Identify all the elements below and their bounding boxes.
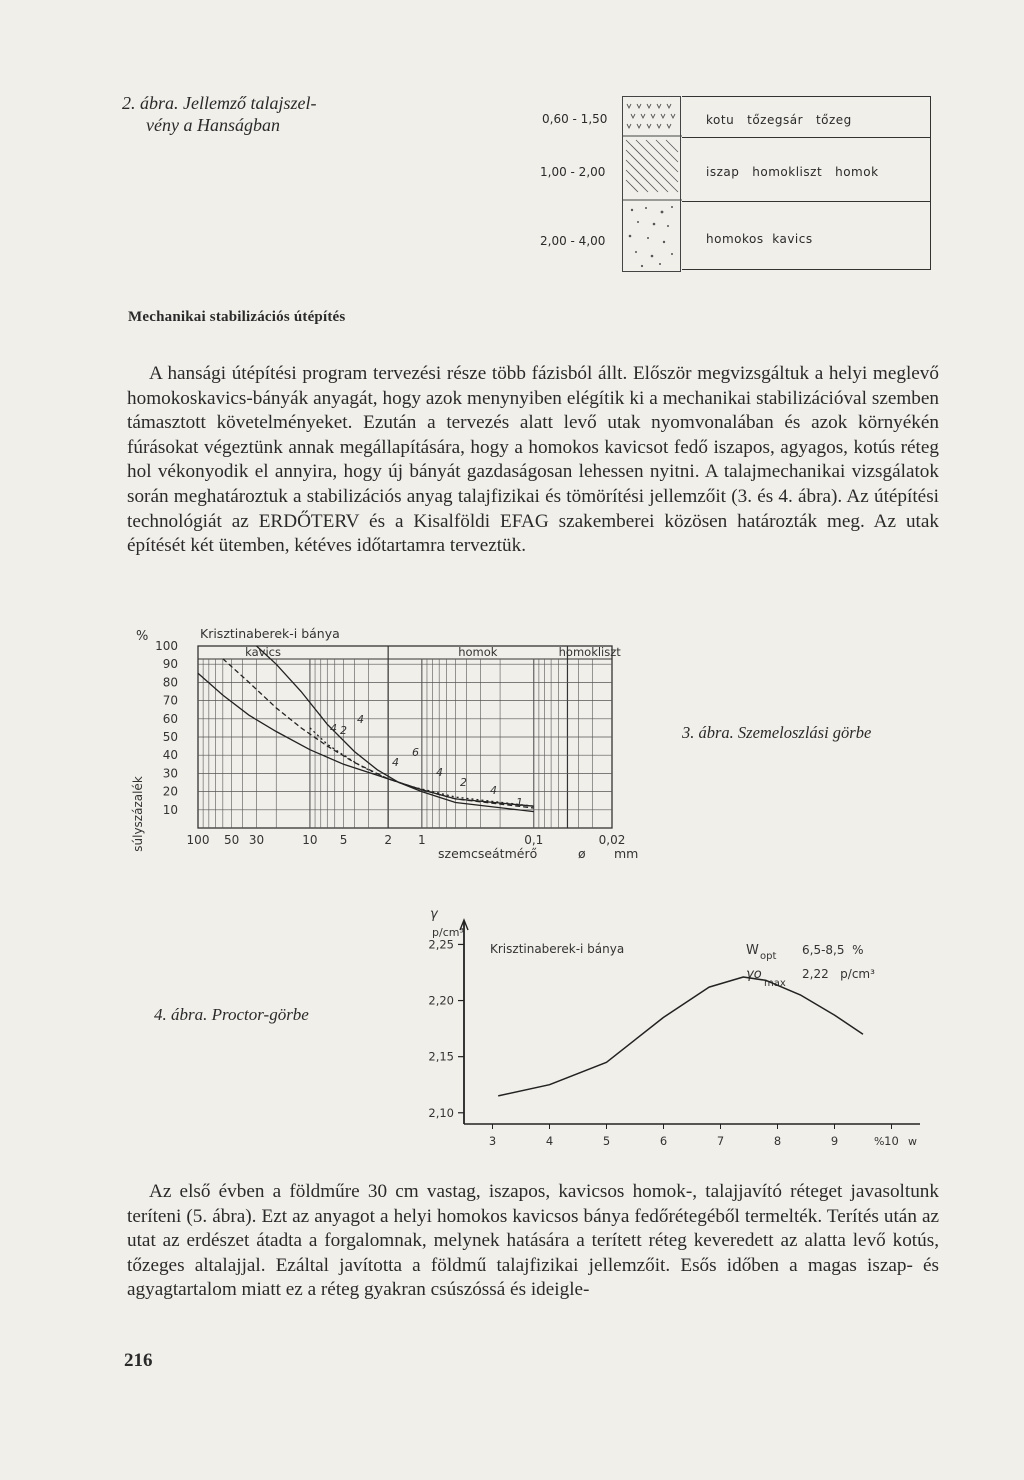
grain-x-ticks [187, 833, 626, 847]
gravel-pattern [629, 206, 673, 267]
fig4-gmax-sub: max [764, 978, 786, 989]
grain-grid [198, 646, 612, 828]
grain-y-tick-label: 50 [162, 730, 178, 744]
grain-x-tick-label: 0,02 [598, 833, 626, 847]
grain-y-tick-label: 70 [162, 693, 178, 708]
body-paragraph-2 [127, 1180, 939, 1303]
grain-y-tick-label: 20 [162, 784, 178, 799]
grain-y-tick-label: 30 [162, 766, 178, 781]
fig4-x-unit-w: w [908, 1135, 917, 1148]
proctor-y-tick-label: 2,15 [428, 1049, 454, 1064]
grain-size-chart [120, 618, 660, 868]
grain-y-tick-label: 60 [162, 711, 178, 726]
fig4-gmax-label: γo [746, 967, 762, 982]
fig4-gmax-value: 2,22 p/cm³ [802, 967, 875, 981]
grain-y-tick-label: 100 [155, 639, 178, 653]
grain-curve-mark: 2 [460, 776, 467, 789]
fig3-pct-symbol: % [136, 629, 149, 644]
proctor-x-tick-label: 7 [716, 1134, 725, 1148]
grain-curve-mark: 4 [392, 756, 399, 769]
fig3-diam-symbol: ø [578, 846, 586, 861]
proctor-y-tick-label: 2,20 [428, 993, 454, 1008]
fig2-caption-line2: vény a Hanságban [146, 115, 280, 135]
proctor-y-ticks [428, 937, 464, 1119]
fig4-x-unit-pct: % [874, 1135, 885, 1148]
peat-pattern [627, 104, 675, 128]
fig4-wopt-label: W [746, 943, 759, 958]
proctor-y-tick-label: 2,25 [428, 937, 454, 952]
profile-depth-2: 1,00 - 2,00 [540, 165, 606, 179]
profile-pattern-column [622, 96, 682, 272]
fig3-x-unit: mm [614, 846, 639, 861]
grain-x-tick-label: 0,1 [524, 833, 544, 847]
grain-zone-label: homokliszt [558, 645, 621, 659]
grain-zone-label: homok [458, 645, 498, 659]
proctor-x-tick-label: 8 [773, 1134, 782, 1148]
profile-label-1: kotu tőzegsár tőzeg [706, 113, 852, 127]
grain-curve-mark: 4 [357, 713, 364, 726]
fig4-wopt-sub: opt [760, 951, 777, 962]
fig3-xlabel: szemcseátmérő [438, 846, 538, 861]
grain-y-ticks [155, 639, 178, 817]
page-number: 216 [124, 1350, 153, 1371]
paragraph-1-text: A hansági útépítési program tervezési része több fázisból állt. Először megvizsgáltuk a helyi meglevő homokoskavics-bányák anyagát, hogy azok menynyiben elégítik ki a mechanikai stabilizációval szemben támasztott követelményeket. Ezután a tervezés alatt levő utak nyomvonalában és azok környékén fúrásokat végeztünk annak megállapítására, hogy a homokos kavicsot fedő iszapos, agyagos, kotús réteg hol vékonyodik el annyira, hogy új bányát gazdaságosan lehessen nyitni. A talajmechanikai vizsgálatok során meghatároztuk a stabilizációs anyag talajfizikai és tömörítési jellemzőit (3. és 4. ábra). Az útépítési technológiát az ERDŐTERV és a Kisalföldi EFAG szakemberei közösen határozták meg. Az utak építését két ütemben, kétéves időtartamra terveztük. [127, 363, 939, 557]
grain-curve-mark: 2 [340, 724, 347, 737]
soil-profile [500, 96, 940, 272]
proctor-x-tick-label: 5 [602, 1134, 611, 1148]
grain-curve-marks [330, 713, 523, 809]
profile-label-2: iszap homokliszt homok [706, 165, 879, 179]
profile-label-3: homokos kavics [706, 232, 813, 246]
fig2-caption [122, 92, 422, 136]
grain-y-tick-label: 90 [162, 657, 178, 672]
fig4-gamma-symbol: γ [430, 907, 438, 922]
proctor-chart [400, 896, 940, 1156]
grain-y-tick-label: 40 [162, 748, 178, 763]
proctor-curve-line [498, 977, 863, 1096]
fig3-caption: 3. ábra. Szemeloszlási görbe [682, 723, 872, 742]
grain-curves [198, 646, 534, 812]
grain-curve-mark: 4 [490, 784, 497, 797]
grain-x-tick-label: 30 [248, 833, 265, 847]
silt-pattern [626, 140, 678, 192]
fig3-source: Krisztinaberek-i bánya [200, 626, 340, 641]
section-heading: Mechanikai stabilizációs útépítés [128, 309, 346, 325]
grain-curve-2 [223, 659, 534, 808]
profile-depth-3: 2,00 - 4,00 [540, 234, 606, 248]
proctor-x-tick-label: 4 [545, 1134, 554, 1148]
grain-curve-mark: 4 [436, 766, 443, 779]
grain-y-tick-label: 80 [162, 675, 178, 690]
grain-curve-3 [198, 673, 534, 806]
proctor-x-tick-label: 9 [830, 1134, 839, 1148]
paragraph-2-text: Az első évben a földműre 30 cm vastag, iszapos, kavicsos homok-, talajjavító réteget javasoltunk teríteni (5. ábra). Ezt az anyagot a helyi homokos kavicsos bánya fedőrétegéből termelték. Terítés után az utat az erdészet átadta a forgalomnak, melynek hatására a terített réteg keveredett az alatta levő kotús, tőzeges altalajjal. Ezáltal javította a földmű talajfizikai jellemzőit. Esős időben a magas iszap- és agyagtartalom miatt ez a réteg gyakran csúszóssá és ideigle- [127, 1181, 939, 1301]
proctor-x-tick-label: 10 [884, 1134, 899, 1148]
proctor-x-tick-label: 6 [659, 1134, 668, 1148]
grain-x-tick-label: 5 [339, 833, 348, 847]
grain-zone-labels [245, 645, 621, 659]
proctor-x-tick-label: 3 [488, 1134, 497, 1148]
grain-x-tick-label: 10 [302, 833, 318, 847]
grain-y-tick-label: 10 [162, 802, 178, 817]
fig4-source: Krisztinaberek-i bánya [490, 942, 625, 956]
fig4-caption: 4. ábra. Proctor-görbe [154, 1005, 309, 1024]
grain-x-tick-label: 100 [186, 833, 210, 847]
grain-x-tick-label: 1 [418, 833, 426, 847]
proctor-x-ticks [489, 1124, 899, 1148]
grain-curve-mark: 6 [412, 746, 419, 759]
grain-curve-mark: 4 [330, 722, 337, 735]
proctor-curve [498, 977, 863, 1096]
fig4-y-unit: p/cm³ [432, 926, 464, 939]
grain-x-tick-label: 2 [384, 833, 392, 847]
proctor-y-tick-label: 2,10 [428, 1105, 454, 1120]
grain-zone-label: kavics [245, 645, 281, 659]
body-paragraph-1 [127, 362, 939, 559]
grain-curve-mark: 1 [516, 796, 523, 809]
fig2-caption-line1: 2. ábra. Jellemző talajszel- [122, 93, 317, 113]
grain-x-tick-label: 50 [224, 833, 240, 847]
fig3-ylabel: súlyszázalék [131, 776, 145, 852]
profile-depth-1: 0,60 - 1,50 [542, 112, 608, 126]
fig4-wopt-value: 6,5-8,5 % [802, 943, 864, 957]
